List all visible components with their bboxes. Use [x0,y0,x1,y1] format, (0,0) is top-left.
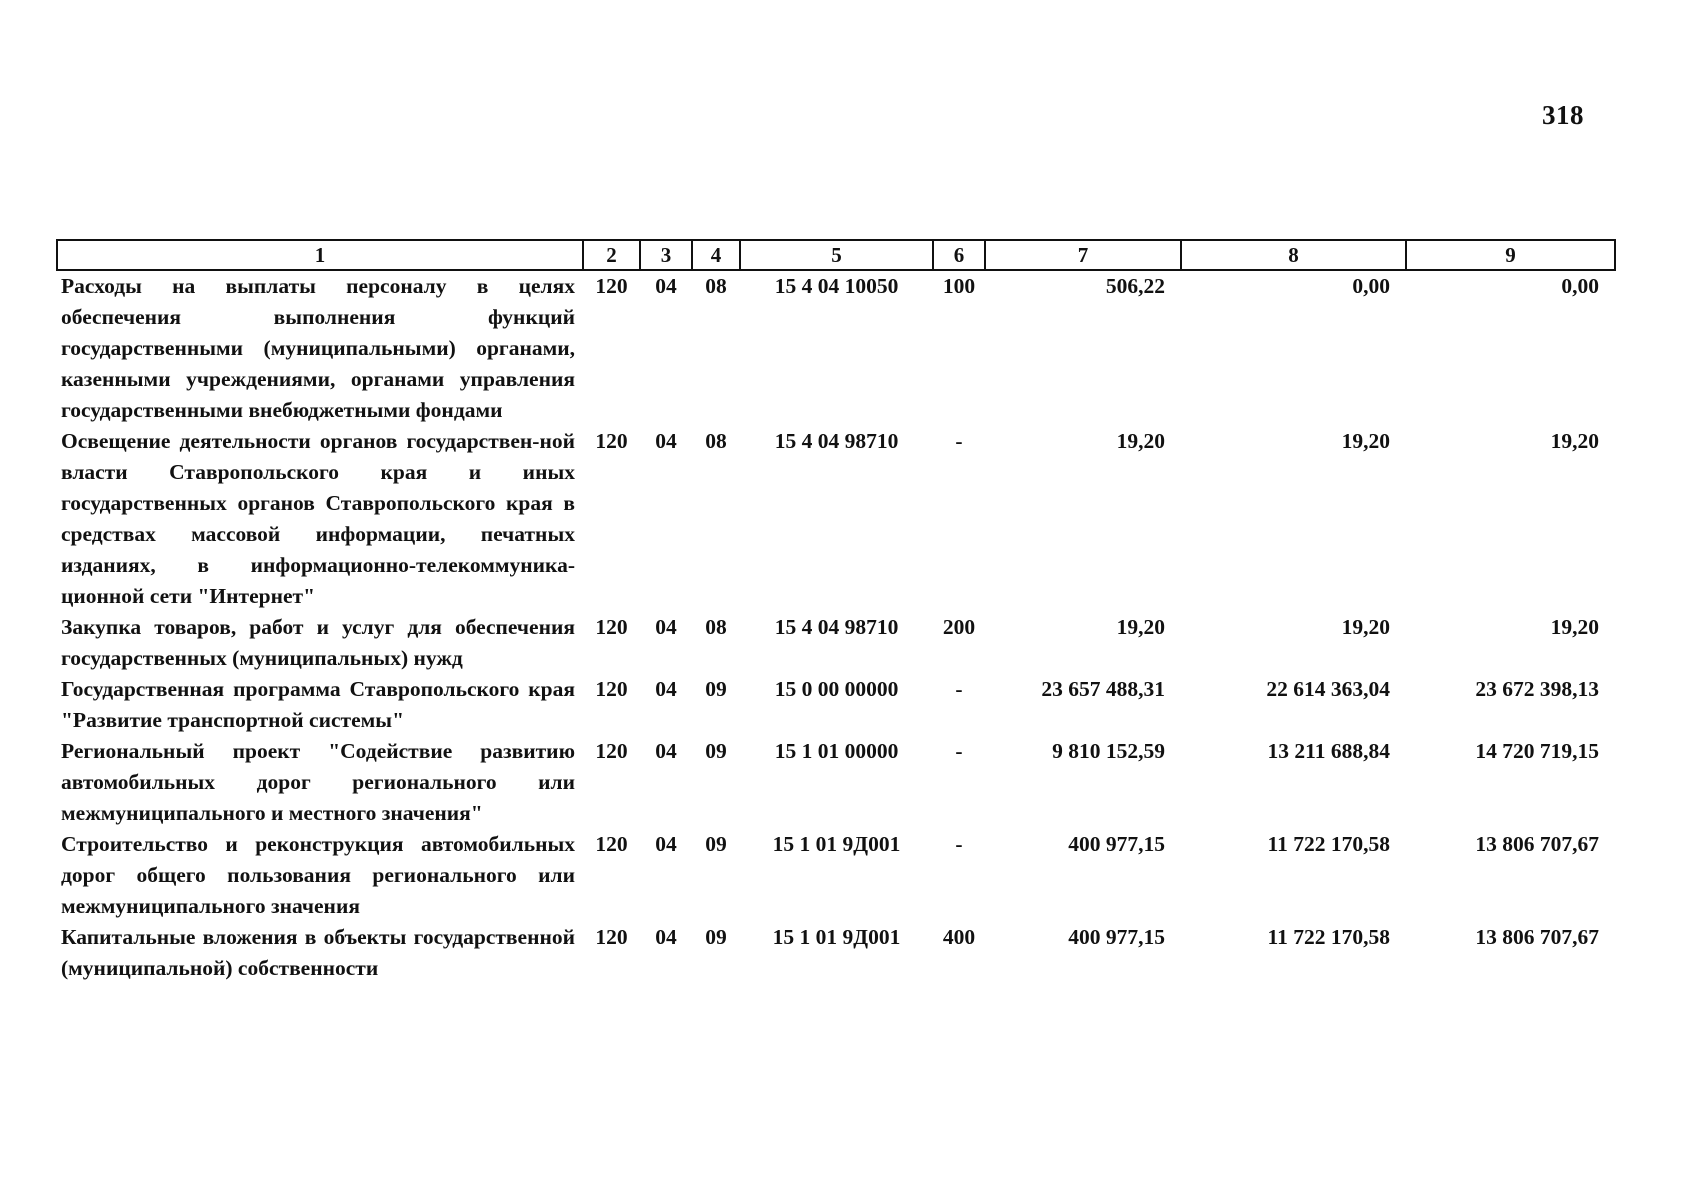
cell-col6: - [955,832,963,856]
table-row [57,426,1615,612]
column-header-2: 2 [583,240,640,270]
cell-col4: 09 [705,925,727,949]
cell-col6: 100 [942,274,976,298]
cell-col8: 11 722 170,58 [1267,925,1390,949]
cell-col5: 15 4 04 10050 [774,274,899,298]
row-name: Строительство и реконструкция автомобильных дорог общего пользования регионального или межмуниципального значения [61,832,575,918]
cell-col3: 04 [655,677,677,701]
cell-col6: 400 [942,925,976,949]
cell-col5: 15 1 01 00000 [774,739,899,763]
cell-col2: 120 [595,429,628,453]
cell-col4: 08 [705,274,727,298]
cell-col9: 23 672 398,13 [1475,677,1599,701]
cell-col8: 0,00 [1352,274,1390,298]
table-row [57,736,1615,829]
column-header-8: 8 [1181,240,1406,270]
column-header-9: 9 [1406,240,1615,270]
cell-col3: 04 [655,832,677,856]
cell-col4: 09 [705,832,727,856]
cell-col4: 08 [705,429,727,453]
cell-col2: 120 [595,677,628,701]
table-row [57,674,1615,736]
column-header-5: 5 [740,240,933,270]
cell-col4: 08 [705,615,727,639]
cell-col7: 23 657 488,31 [1041,677,1165,701]
cell-col2: 120 [595,739,628,763]
cell-col5: 15 1 01 9Д001 [772,832,901,856]
cell-col2: 120 [595,274,628,298]
table-row [57,829,1615,922]
cell-col6: 200 [942,615,976,639]
row-name: Расходы на выплаты персоналу в целях обеспечения выполнения функций государственными (муниципальными) органами, казенными учреждениями, органами управления государственными внебюджетными фондами [61,274,575,422]
cell-col7: 9 810 152,59 [1052,739,1165,763]
cell-col9: 13 806 707,67 [1475,832,1599,856]
column-header-4: 4 [692,240,740,270]
cell-col3: 04 [655,274,677,298]
cell-col8: 19,20 [1341,615,1390,639]
cell-col8: 22 614 363,04 [1266,677,1390,701]
cell-col8: 13 211 688,84 [1267,739,1390,763]
cell-col3: 04 [655,615,677,639]
cell-col2: 120 [595,832,628,856]
column-header-3: 3 [640,240,692,270]
cell-col9: 0,00 [1561,274,1599,298]
cell-col8: 19,20 [1341,429,1390,453]
cell-col3: 04 [655,925,677,949]
cell-col3: 04 [655,429,677,453]
row-name: Освещение деятельности органов государствен-ной власти Ставропольского края и иных государственных органов Ставропольского края в средствах массовой информации, печатных изданиях, в информационно-телекоммуника-ционной сети "Интернет" [61,429,575,608]
cell-col5: 15 4 04 98710 [774,429,899,453]
table-body [57,270,1615,984]
cell-col2: 120 [595,615,628,639]
column-header-6: 6 [933,240,985,270]
cell-col9: 19,20 [1550,615,1599,639]
row-name: Государственная программа Ставропольского края "Развитие транспортной системы" [61,677,575,732]
table-row [57,270,1615,426]
column-header-1: 1 [57,240,583,270]
column-header-7: 7 [985,240,1181,270]
cell-col9: 14 720 719,15 [1475,739,1599,763]
cell-col4: 09 [705,677,727,701]
page-number: 318 [1542,100,1584,130]
cell-col7: 400 977,15 [1068,832,1165,856]
cell-col7: 19,20 [1116,429,1165,453]
table-header-row [57,240,1615,270]
cell-col6: - [955,429,963,453]
cell-col5: 15 4 04 98710 [774,615,899,639]
cell-col5: 15 1 01 9Д001 [772,925,901,949]
table-row [57,922,1615,984]
cell-col4: 09 [705,739,727,763]
cell-col7: 506,22 [1105,274,1165,298]
cell-col3: 04 [655,739,677,763]
cell-col5: 15 0 00 00000 [774,677,899,701]
table-row [57,612,1615,674]
cell-col7: 400 977,15 [1068,925,1165,949]
cell-col2: 120 [595,925,628,949]
cell-col9: 13 806 707,67 [1475,925,1599,949]
row-name: Закупка товаров, работ и услуг для обеспечения государственных (муниципальных) нужд [61,615,575,670]
cell-col8: 11 722 170,58 [1267,832,1390,856]
cell-col7: 19,20 [1116,615,1165,639]
row-name: Капитальные вложения в объекты государственной (муниципальной) собственности [61,925,575,980]
row-name: Региональный проект "Содействие развитию автомобильных дорог регионального или межмуниципального и местного значения" [61,739,575,825]
budget-table [56,239,1616,984]
cell-col6: - [955,739,963,763]
cell-col6: - [955,677,963,701]
cell-col9: 19,20 [1550,429,1599,453]
